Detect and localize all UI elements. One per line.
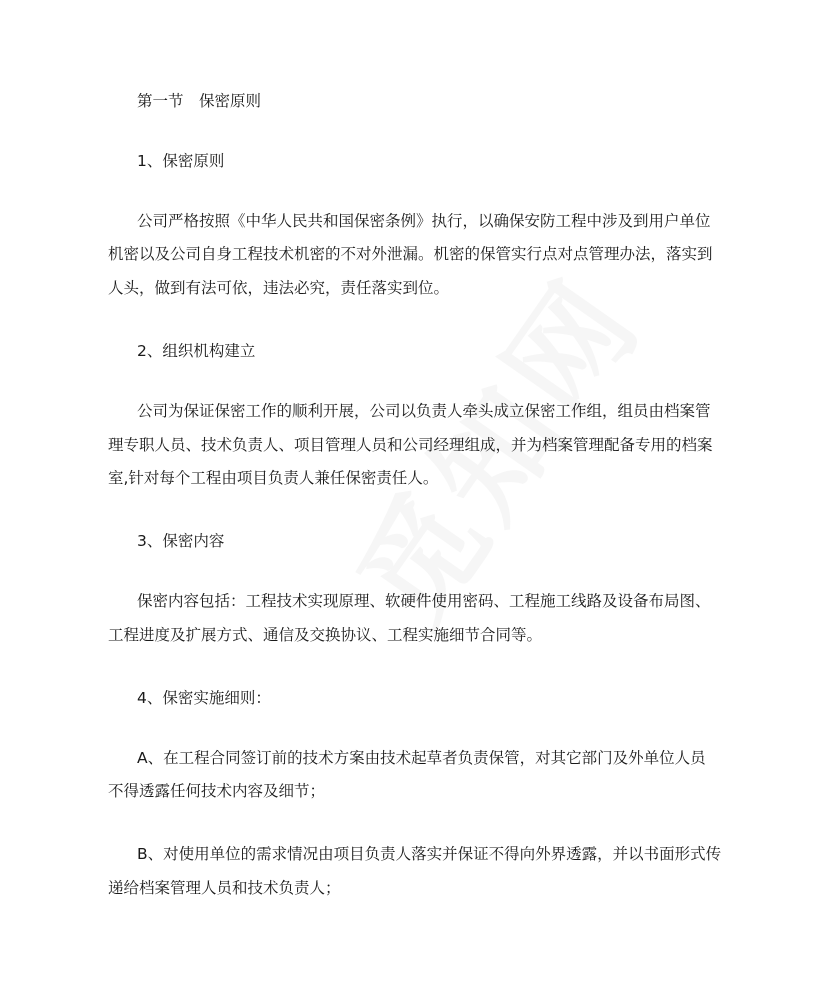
heading-3: 3、保密内容	[137, 532, 225, 550]
para-2-line-2: 理专职人员、技术负责人、项目管理人员和公司经理组成，并为档案管理配备专用的档案	[108, 436, 713, 454]
heading-2: 2、组织机构建立	[137, 342, 256, 360]
heading-1: 1、保密原则	[137, 152, 225, 170]
para-3-line-1: 保密内容包括：工程技术实现原理、软硬件使用密码、工程施工线路及设备布局图、	[137, 592, 711, 610]
para-5-line-2: 递给档案管理人员和技术负责人；	[108, 879, 341, 897]
para-2-line-1: 公司为保证保密工作的顺利开展，公司以负责人牵头成立保密工作组，组员由档案管	[137, 402, 711, 420]
para-1-line-2: 机密以及公司自身工程技术机密的不对外泄漏。机密的保管实行点对点管理办法，落实到	[108, 245, 713, 263]
para-2-line-3: 室,针对每个工程由项目负责人兼任保密责任人。	[108, 469, 439, 487]
para-1-line-1: 公司严格按照《中华人民共和国保密条例》执行，以确保安防工程中涉及到用户单位	[137, 212, 711, 230]
section-title: 第一节 保密原则	[137, 92, 262, 110]
para-3-line-2: 工程进度及扩展方式、通信及交换协议、工程实施细节合同等。	[108, 626, 543, 644]
para-4-line-1: A、在工程合同签订前的技术方案由技术起草者负责保管，对其它部门及外单位人员	[137, 749, 706, 767]
para-5-line-1: B、对使用单位的需求情况由项目负责人落实并保证不得向外界透露，并以书面形式传	[137, 845, 722, 863]
heading-4: 4、保密实施细则：	[137, 689, 271, 707]
para-1-line-3: 人头，做到有法可依，违法必究，责任落实到位。	[108, 279, 450, 297]
para-4-line-2: 不得透露任何技术内容及细节；	[108, 782, 326, 800]
